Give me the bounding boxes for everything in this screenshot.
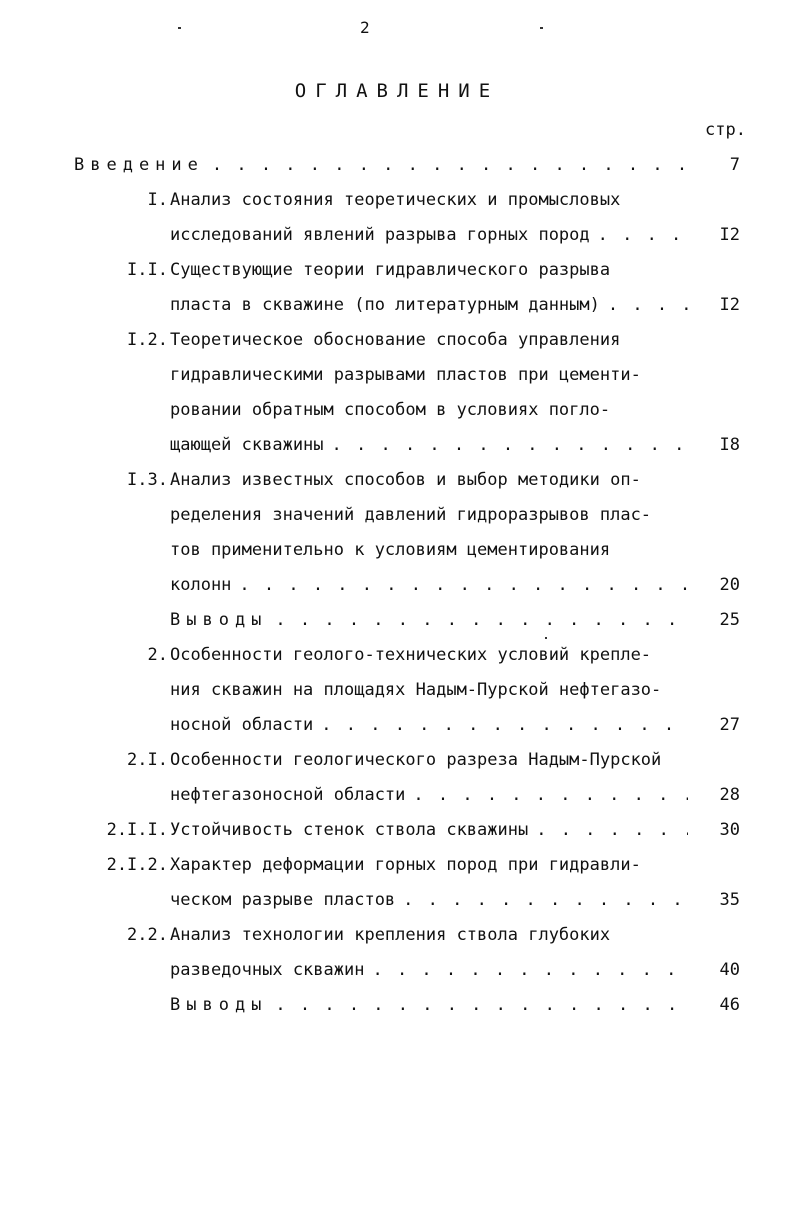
toc-entry: [0, 463, 794, 603]
dot-leader: [324, 428, 688, 463]
leader-line: [170, 288, 688, 323]
toc-entry-line: [0, 358, 794, 393]
page-ref: I2: [719, 295, 740, 315]
toc-entry-line: [0, 323, 794, 358]
section-title: нефтегазоносной области: [170, 785, 406, 805]
section-number: I.I.: [127, 260, 168, 280]
page-ref: 30: [719, 820, 740, 840]
toc-entry-line: [0, 743, 794, 778]
page-ref: 28: [719, 785, 740, 805]
page-number: 2: [360, 18, 370, 37]
section-title: исследований явлений разрыва горных пород: [170, 225, 590, 245]
page-ref: 40: [719, 960, 740, 980]
section-title: ческом разрыве пластов: [170, 890, 396, 910]
leader-line: [170, 813, 688, 848]
section-title: Анализ состояния теоретических и промысловых: [170, 190, 621, 210]
toc-entry-line: [0, 428, 794, 463]
scan-speck: [178, 27, 181, 29]
toc-entry-line: [0, 953, 794, 988]
page-ref: 46: [719, 995, 740, 1015]
toc-entry-line: [0, 638, 794, 673]
toc-entry: [0, 848, 794, 918]
leader-line: [170, 603, 688, 638]
toc-entry: [0, 603, 794, 638]
section-title: Особенности геологического разреза Надым-Пурской: [170, 750, 662, 770]
toc-entry-line: [0, 148, 794, 183]
section-title: тов применительно к условиям цементирования: [170, 540, 611, 560]
section-number: 2.2.: [127, 925, 168, 945]
leader-line: [170, 953, 688, 988]
section-title: пласта в скважине (по литературным данным): [170, 295, 600, 315]
section-title: Существующие теории гидравлического разрыва: [170, 260, 611, 280]
page-ref: I2: [719, 225, 740, 245]
page-ref: 25: [719, 610, 740, 630]
toc-entry-line: [0, 778, 794, 813]
section-title: Введение: [74, 155, 204, 175]
toc-entry-line: [0, 533, 794, 568]
toc-entry-line: [0, 288, 794, 323]
section-title: ровании обратным способом в условиях погло-: [170, 400, 611, 420]
toc-entry-line: [0, 498, 794, 533]
toc-entry: [0, 918, 794, 988]
toc-entry-line: [0, 603, 794, 638]
scan-speck: [540, 27, 543, 29]
table-of-contents: [0, 148, 794, 1023]
toc-entry: [0, 148, 794, 183]
section-title: ределения значений давлений гидроразрывов плас-: [170, 505, 652, 525]
section-title: гидравлическими разрывами пластов при цементи-: [170, 365, 641, 385]
leader-line: [170, 988, 688, 1023]
section-title: щающей скважины: [170, 435, 324, 455]
toc-entry-line: [0, 918, 794, 953]
dot-leader: [528, 813, 688, 848]
leader-line: [170, 218, 688, 253]
toc-entry: [0, 638, 794, 743]
section-title: носной области: [170, 715, 314, 735]
section-number: 2.I.I.: [106, 820, 168, 840]
toc-entry-line: [0, 988, 794, 1023]
section-number: I.3.: [127, 470, 168, 490]
section-title: Выводы: [170, 610, 268, 630]
toc-entry: [0, 988, 794, 1023]
toc-entry: [0, 183, 794, 253]
section-title: ния скважин на площадях Надым-Пурской нефтегазо-: [170, 680, 662, 700]
toc-entry-line: [0, 183, 794, 218]
dot-leader: [405, 778, 688, 813]
leader-line: [170, 883, 688, 918]
section-number: I.2.: [127, 330, 168, 350]
toc-entry-line: [0, 848, 794, 883]
toc-entry-line: [0, 883, 794, 918]
toc-entry: [0, 323, 794, 463]
page-column-label: стр.: [705, 120, 746, 140]
dot-leader: [364, 953, 688, 988]
page-ref: 27: [719, 715, 740, 735]
section-number: 2.I.: [127, 750, 168, 770]
leader-line: [74, 148, 688, 183]
leader-line: [170, 708, 688, 743]
toc-entry-line: [0, 568, 794, 603]
page-ref: 7: [729, 155, 740, 175]
dot-leader: [395, 883, 688, 918]
section-title: колонн: [170, 575, 232, 595]
toc-entry-line: [0, 218, 794, 253]
section-title: Устойчивость стенок ствола скважины: [170, 820, 529, 840]
leader-line: [170, 568, 688, 603]
page-ref: 35: [719, 890, 740, 910]
toc-entry: [0, 743, 794, 813]
dot-leader: [231, 568, 688, 603]
toc-entry-line: [0, 393, 794, 428]
toc-entry-line: [0, 253, 794, 288]
leader-line: [170, 778, 688, 813]
section-title: Теоретическое обоснование способа управления: [170, 330, 621, 350]
section-title: Анализ технологии крепления ствола глубоких: [170, 925, 611, 945]
section-number: 2.: [147, 645, 168, 665]
dot-leader: [313, 708, 688, 743]
toc-entry: [0, 253, 794, 323]
page-ref: I8: [719, 435, 740, 455]
section-number: 2.I.2.: [106, 855, 168, 875]
page-ref: 20: [719, 575, 740, 595]
dot-leader: [590, 218, 688, 253]
toc-entry-line: [0, 673, 794, 708]
toc-entry: [0, 813, 794, 848]
leader-line: [170, 428, 688, 463]
section-title: Выводы: [170, 995, 268, 1015]
dot-leader: [267, 988, 688, 1023]
section-title: разведочных скважин: [170, 960, 365, 980]
section-number: I.: [147, 190, 168, 210]
dot-leader: [267, 603, 688, 638]
toc-entry-line: [0, 813, 794, 848]
section-title: Анализ известных способов и выбор методики оп-: [170, 470, 641, 490]
dot-leader: [204, 148, 688, 183]
toc-entry-line: [0, 708, 794, 743]
section-title: Характер деформации горных пород при гидравли-: [170, 855, 641, 875]
dot-leader: [600, 288, 688, 323]
section-title: Особенности геолого-технических условий крепле-: [170, 645, 652, 665]
toc-entry-line: [0, 463, 794, 498]
toc-title: ОГЛАВЛЕНИЕ: [294, 80, 500, 102]
